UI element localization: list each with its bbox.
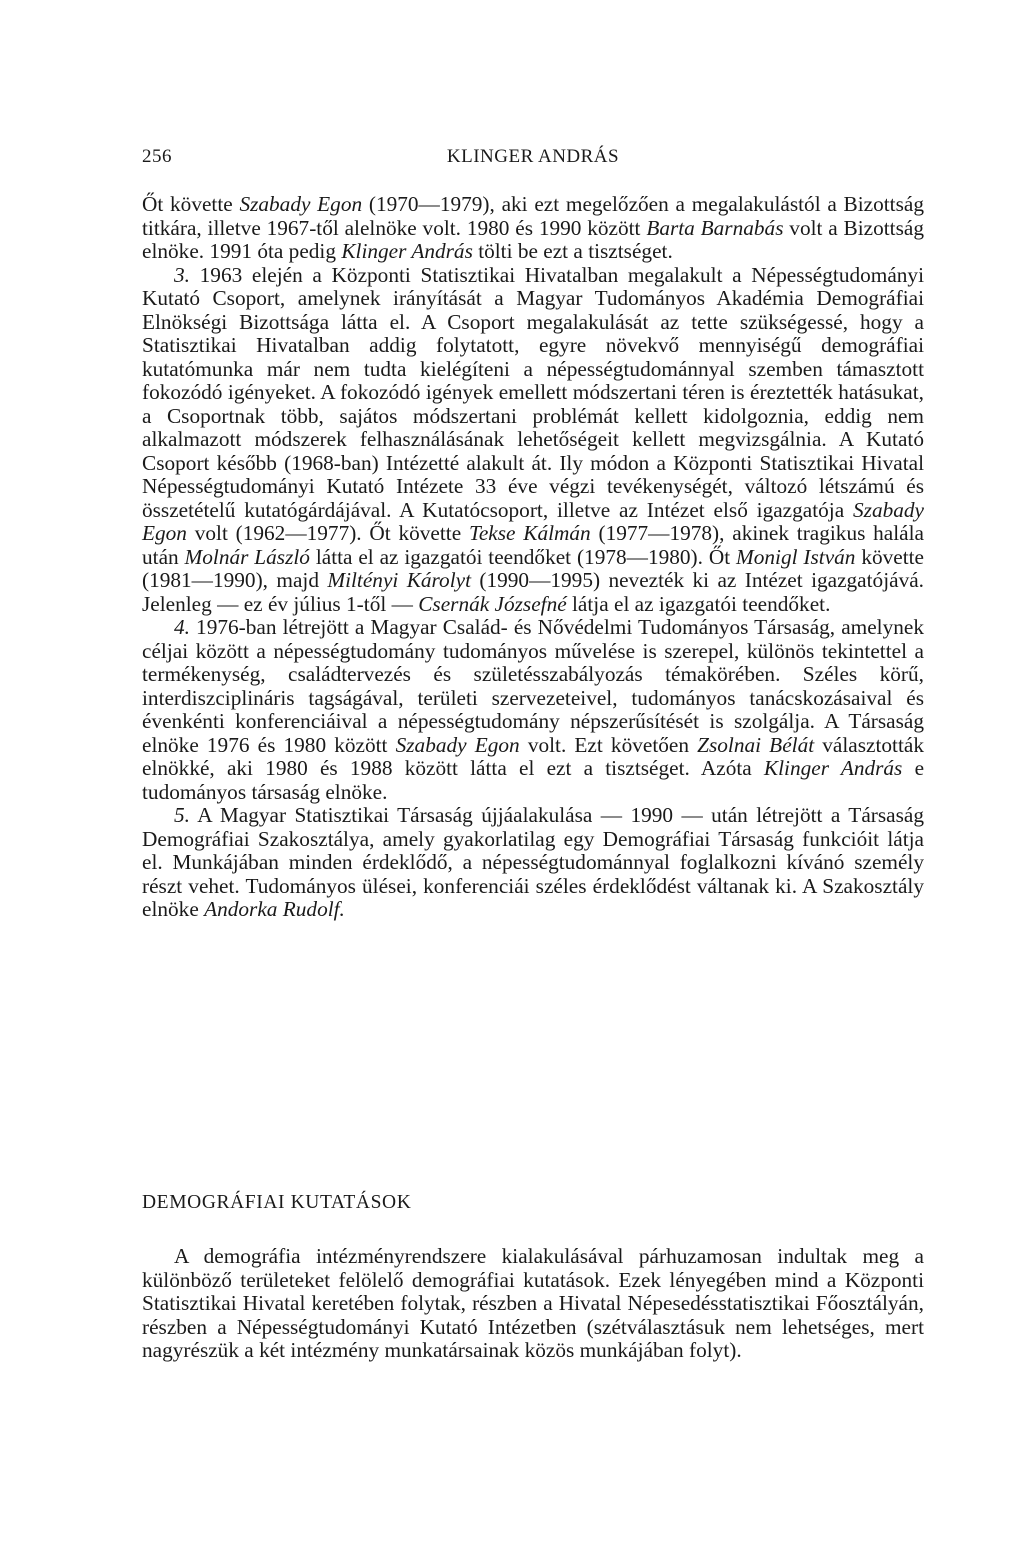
section-heading: DEMOGRÁFIAI KUTATÁSOK [142,1192,412,1213]
italic-text: 4. [174,615,190,639]
body-text [142,193,924,922]
section-paragraph: A demográfia intézményrendszere kialakulásával párhuzamosan indultak meg a különböző területeket felölelő demográfiai kutatások. Ezek lényegében mind a Központi Statisztikai Hivatal keretében folytak, részben a Hivatal Népesedésstatisztikai Főosztályán, részben a Népességtudományi Kutató Intézetben (szétválasztásuk nem lehetséges, mert nagyrészük a két intézmény munkatársainak közös munkájában folyt). [142,1244,924,1362]
paragraph [142,804,924,922]
text-run: (1990—1995) nevezték ki az Intézet igazgatójává. Jelenleg — ez év július 1-től — [142,568,924,616]
italic-text: Szabady Egon [395,732,520,757]
paragraph [142,193,924,264]
italic-text: Szabady Egon [142,497,924,545]
italic-text: Tekse Kálmán [468,521,591,545]
italic-text: Andorka Rudolf. [204,897,345,921]
text-run: volt (1962—1977). Őt követte [186,521,469,545]
italic-text: Klinger András [763,756,903,780]
text-run: A Magyar Statisztikai Társaság újjáalakulása — 1990 — után létrejött a Társaság Demográfiai Szakosztálya, amely gyakorlatilag egy Demográfiai Társaság funkcióit látja el. Munkájában minden érdeklődő, a népességtudománnyal foglalkozni kívánó személy részt vehet. Tudományos ülései, konferenciái széles érdeklődést váltanak ki. A Szakosztály elnöke [142,803,924,921]
italic-text: 5. [174,803,190,827]
text-run: volt a Bizottság elnöke. 1991 óta pedig [142,215,924,263]
section-text [142,1245,924,1363]
italic-text: 3. [174,262,190,287]
running-head [142,146,924,172]
italic-text: Molnár László [184,544,310,569]
text-run: látta el az igazgatói teendőket (1978—1980). Őt [309,544,736,569]
text-run: 1976-ban létrejött a Magyar Család- és Nővédelmi Tudományos Társaság, amelynek céljai között a népességtudomány tudományos művelése is szerepel, különös tekintettel a termékenység, családtervezés és születésszabályozás témakörében. Széles körű, interdiszciplináris tagságával, területi szervezeteivel, tudományos tanácskozásaival és évenkénti konferenciáival a népességtudomány népszerűsítését is szolgálja. A Társaság elnöke 1976 és 1980 között [142,615,924,757]
italic-text: Csernák Józsefné [418,591,567,616]
italic-text: Zsolnai Bélát [697,732,815,757]
italic-text: Monigl István [736,544,856,569]
text-run: tölti be ezt a tisztséget. [472,239,673,263]
italic-text: Miltényi Károlyt [327,568,471,592]
italic-text: Barta Barnabás [646,215,784,240]
text-run: választották elnökké, aki 1980 és 1988 között látta el ezt a tisztséget. Azóta [142,732,924,780]
text-run: követte (1981—1990), majd [142,544,925,592]
running-title: KLINGER ANDRÁS [446,146,620,167]
text-run: e tudományos társaság elnöke. [142,756,925,804]
italic-text: Szabady Egon [239,192,363,216]
italic-text: Klinger András [341,239,473,263]
text-run: (1970—1979), aki ezt megelőzően a megalakulástól a Bizottság titkára, illetve 1967-től alelnöke volt. 1980 és 1990 között [142,192,924,240]
text-run: látja el az igazgatói teendőket. [566,591,831,616]
page-number: 256 [142,146,172,167]
paragraph [142,616,924,804]
text-run: (1977—1978), akinek tragikus halála után [142,521,924,569]
text-run: Őt követte [142,192,240,216]
text-run: 1963 elején a Központi Statisztikai Hivatalban megalakult a Népességtudományi Kutató Csoport, amelynek irányítását a Magyar Tudományos Akadémia Demográfiai Elnökségi Bizottsága látta el. A Csoport megalakulását az tette szükségessé, hogy a Statisztikai Hivatalban addig folytatott, egyre növekvő mennyiségű demográfiai kutatómunka már nem tudta kielégíteni a népességtudománnyal szemben támasztott fokozódó igényeket. A fokozódó igények emellett módszertani téren is éreztették hatásukat, a Csoportnak több, sajátos módszertani problémát kellett kidolgoznia, eddig nem alkalmazott módszerek felhasználásának lehetőségeit kellett megvizsgálnia. A Kutató Csoport később (1968-ban) Intézetté alakult át. Ily módon a Központi Statisztikai Hivatal Népességtudományi Kutató Intézete 33 éve végzi tevékenységét, változó létszámú és összetételű kutatógárdájával. A Kutatócsoport, illetve az Intézet első igazgatója [142,262,924,522]
paragraph [142,264,924,617]
text-run: volt. Ezt követően [519,732,698,757]
